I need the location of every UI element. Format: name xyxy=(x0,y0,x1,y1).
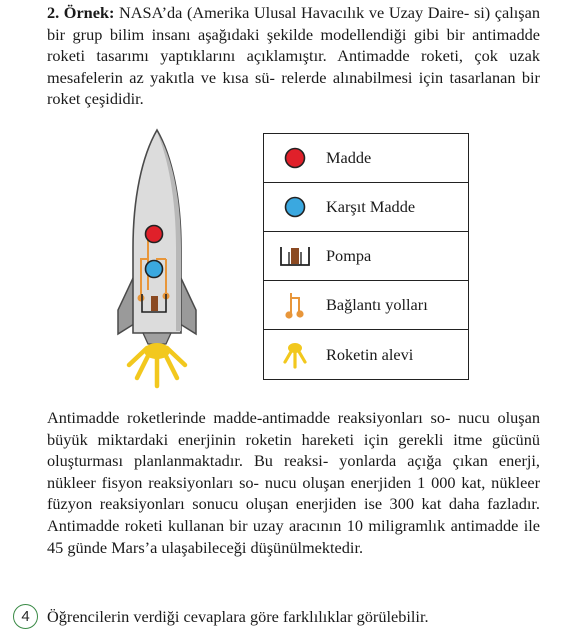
legend-label-pump: Pompa xyxy=(326,246,372,265)
pump-icon xyxy=(264,232,326,280)
legend-label-antimatter: Karşıt Madde xyxy=(326,197,416,216)
legend-label-matter: Madde xyxy=(326,148,372,167)
connection-paths-icon xyxy=(264,281,326,329)
body-line-8: 45 günde Mars’a ulaşabileceği düşünülmektedir. xyxy=(47,537,364,557)
rocket-illustration xyxy=(112,128,202,398)
rocket-antimatter-circle xyxy=(146,261,163,278)
body-line-7: roketi kullanan bir uzay aracının 10 miligramlık antimadde ile xyxy=(124,515,541,535)
flame-icon xyxy=(264,330,326,379)
rocket-left-fin xyxy=(118,276,134,334)
red-circle-icon xyxy=(264,134,326,182)
body-paragraph xyxy=(47,407,540,558)
rocket-flame xyxy=(129,343,185,386)
example-label: 2. Örnek: xyxy=(47,3,115,22)
legend-table xyxy=(263,133,469,380)
body-line-5: nucu oluşan enerjiden 1 000 kat, nükleer füzyon reaksiyonları xyxy=(47,472,540,514)
intro-line-2: si) çalışan bir grup bilim insanı aşağıdaki şekilde modellendiği xyxy=(47,3,541,44)
body-line-4: yonlarda açığa çıkan enerji, nükleer fisyon reaksiyonları so- xyxy=(47,451,540,492)
intro-line-4: Antimadde roketi, çok uzak mesafelerin az yakıtla ve kısa sü- xyxy=(47,46,541,87)
footer-number-badge: 4 xyxy=(13,604,38,629)
body-line-3: gerekli itme gücünü oluşturması planlanmaktadır. Bu reaksi- xyxy=(47,429,540,471)
intro-line-5: relerde alınabilmesi için tasarlanan bir roket çeşididir. xyxy=(47,67,540,109)
footer-note xyxy=(13,604,429,629)
legend-row-antimatter xyxy=(264,183,468,232)
legend-row-matter xyxy=(264,134,468,183)
legend-row-pump xyxy=(264,232,468,281)
rocket-matter-circle xyxy=(146,226,163,243)
legend-row-flame xyxy=(264,330,468,379)
intro-line-1: NASA’da (Amerika Ulusal Havacılık ve Uzay Daire- xyxy=(119,3,470,22)
body-line-6: sonucu oluşan enerjiden ise 300 kat daha fazladır. Antimadde xyxy=(47,494,540,535)
body-line-1: Antimadde roketlerinde madde-antimadde reaksiyonları so- xyxy=(47,408,451,427)
body-line-2: nucu oluşan büyük miktardaki enerjinin roketin hareketi için xyxy=(47,408,540,449)
intro-line-3: gibi bir antimadde roketi tasarımı yaptıklarını açıklamıştır. xyxy=(47,24,540,66)
rocket-nozzle xyxy=(143,333,171,344)
legend-label-flame: Roketin alevi xyxy=(326,344,414,364)
footer-text: Öğrencilerin verdiği cevaplara göre farklılıklar görülebilir. xyxy=(47,606,429,626)
rocket-right-fin xyxy=(180,276,196,334)
legend-label-paths: Bağlantı yolları xyxy=(326,295,428,314)
blue-circle-icon xyxy=(264,183,326,231)
rocket-path-end-left xyxy=(138,295,145,302)
intro-paragraph xyxy=(47,2,540,110)
legend-row-paths xyxy=(264,281,468,330)
